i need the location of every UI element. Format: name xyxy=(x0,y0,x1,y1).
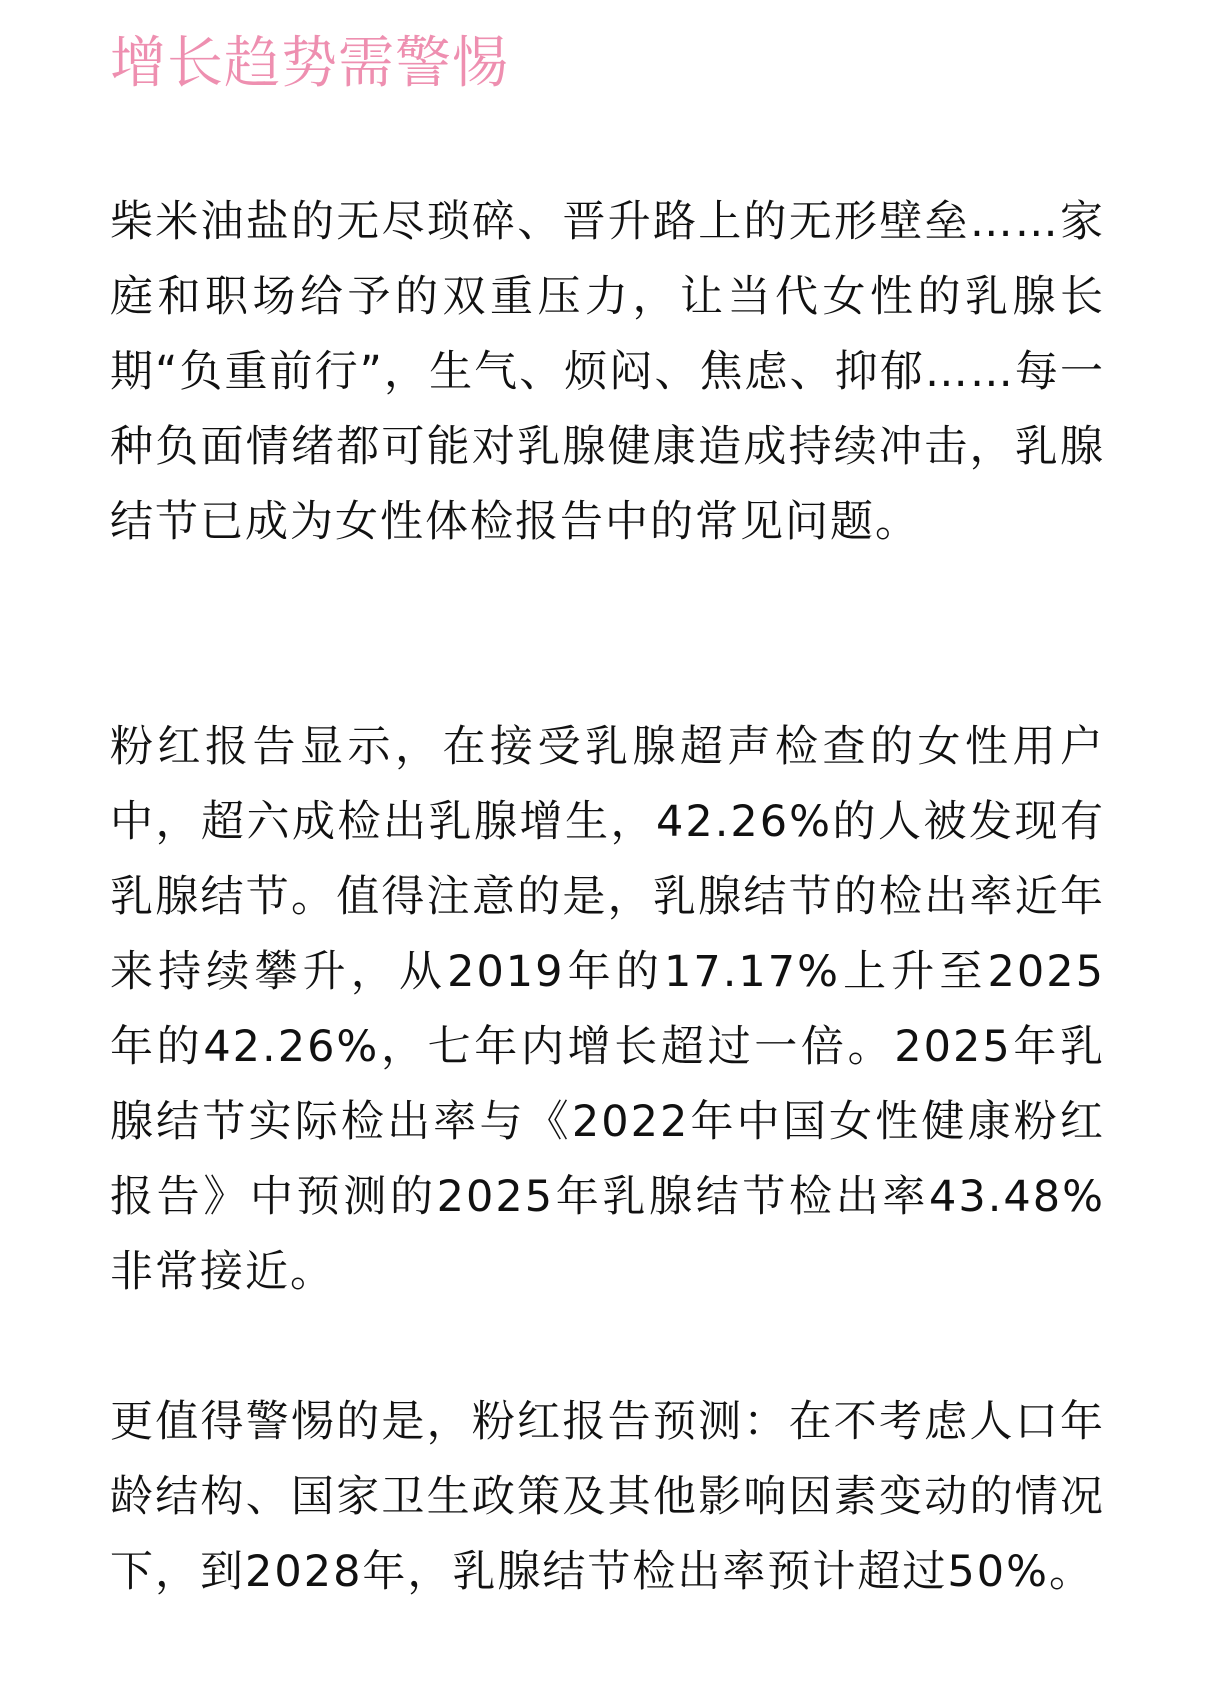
paragraph-forecast: 更值得警惕的是，粉红报告预测：在不考虑人口年龄结构、国家卫生政策及其他影响因素变动的情况下，到2028年，乳腺结节检出率预计超过50%。 xyxy=(110,1397,1105,1597)
paragraph-statistics: 粉红报告显示，在接受乳腺超声检查的女性用户中，超六成检出乳腺增生，42.26%的人被发现有乳腺结节。值得注意的是，乳腺结节的检出率近年来持续攀升，从2019年的17.17%上升至2025年的42.26%，七年内增长超过一倍。2025年乳腺结节实际检出率与《2022年中国女性健康粉红报告》中预测的2025年乳腺结节检出率43.48%非常接近。 xyxy=(110,722,1105,1297)
paragraph-pressure: 柴米油盐的无尽琐碎、晋升路上的无形壁垒……家庭和职场给予的双重压力，让当代女性的乳腺长期“负重前行”，生气、烦闷、焦虑、抑郁……每一种负面情绪都可能对乳腺健康造成持续冲击，乳腺结节已成为女性体检报告中的常见问题。 xyxy=(110,197,1105,547)
article xyxy=(110,0,1105,1597)
section-heading: 增长趋势需警惕 xyxy=(110,31,509,96)
